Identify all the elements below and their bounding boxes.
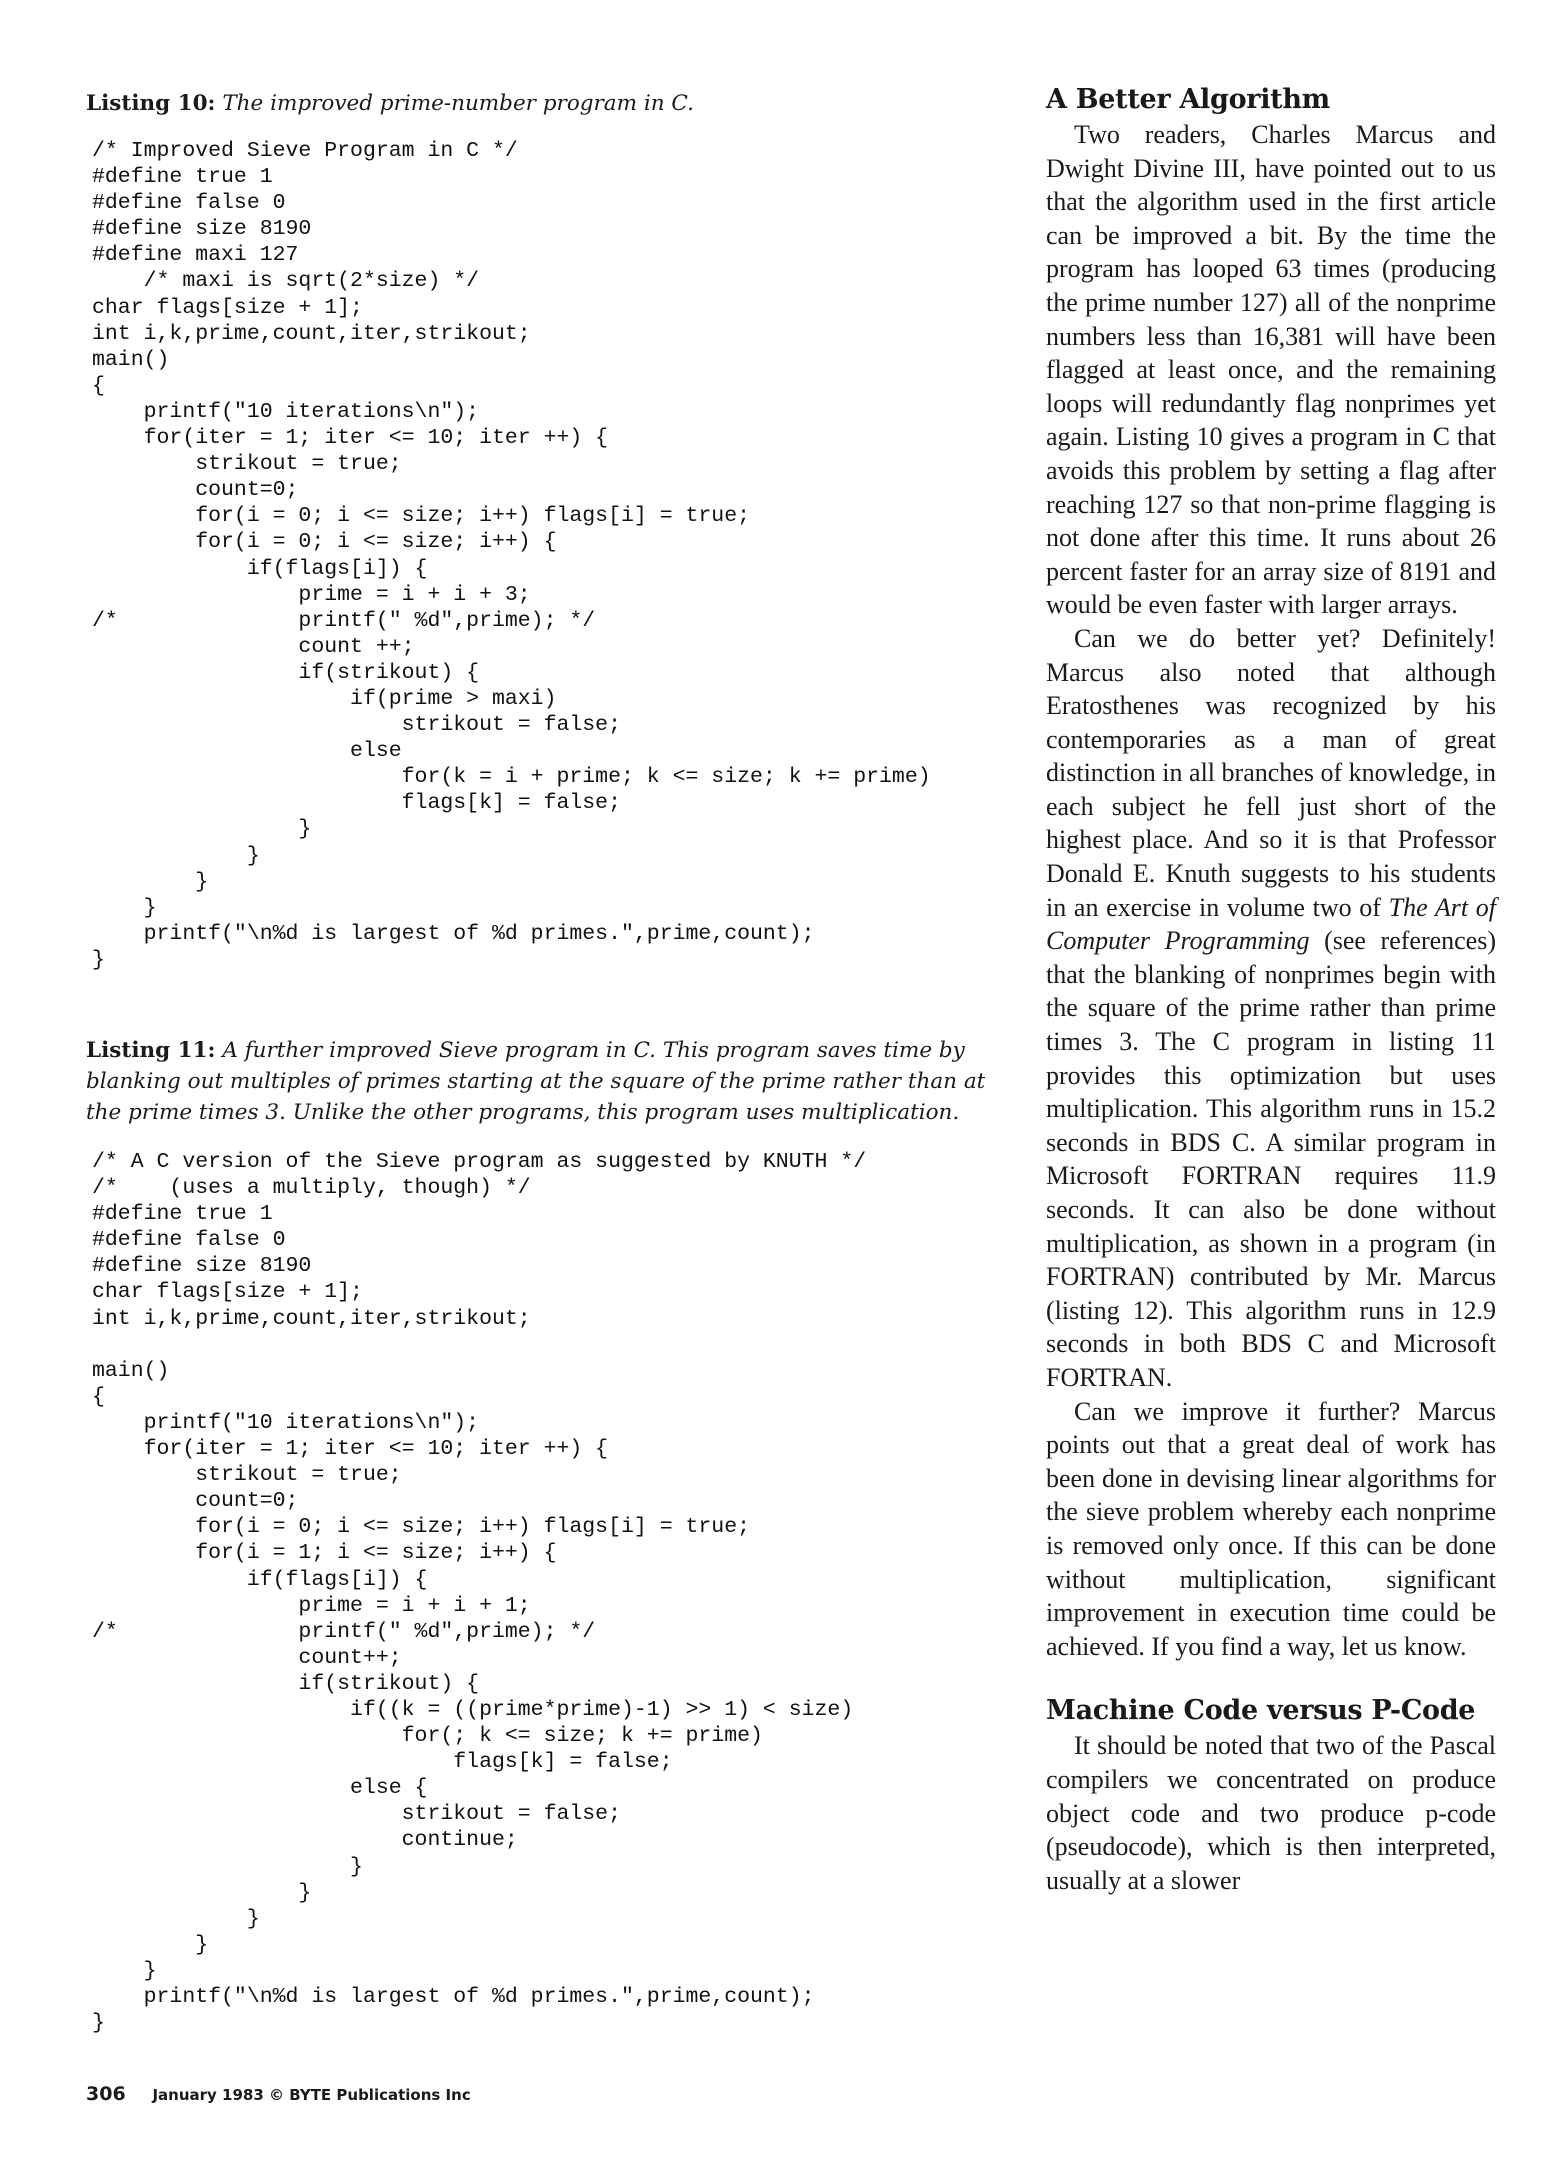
article-paragraph: It should be noted that two of the Pascal compilers we concentrated on produce object code and two produce p-code (pseudocode), which is then interpreted, usually at a slower bbox=[1046, 1731, 1496, 1895]
article-column bbox=[1046, 82, 1496, 1897]
code-line: printf("\n%d is largest of %d primes.",prime,count); bbox=[92, 921, 815, 946]
article-text: Can we do better yet? Definitely! Marcus also noted that although Eratosthenes was recognized by his contemporaries as a man of great distinction in all branches of knowledge, in each subject he fell just short of the highest place. And so it is that Professor Donald E. Knuth suggests to his students in an exercise in volume two of bbox=[1046, 623, 1496, 922]
book-title: The Art of Computer Programming bbox=[1046, 892, 1497, 956]
code-line: main() bbox=[92, 1358, 170, 1383]
code-line: } bbox=[92, 817, 312, 842]
code-line: int i,k,prime,count,iter,strikout; bbox=[92, 321, 531, 346]
code-line: char flags[size + 1]; bbox=[92, 1280, 363, 1305]
code-line: } bbox=[92, 1906, 260, 1931]
section-heading-better-algorithm: A Better Algorithm bbox=[1046, 84, 1330, 115]
code-line: /* (uses a multiply, though) */ bbox=[92, 1176, 531, 1201]
listing-11-code bbox=[92, 1149, 866, 2036]
section-heading-machine-code: Machine Code versus P-Code bbox=[1046, 1695, 1476, 1727]
code-line: strikout = true; bbox=[92, 1463, 402, 1488]
code-line: } bbox=[92, 1958, 157, 1983]
code-line: count=0; bbox=[92, 478, 299, 503]
code-line: count++; bbox=[92, 1645, 402, 1670]
code-line: } bbox=[92, 869, 209, 894]
code-line: } bbox=[92, 1880, 312, 1905]
code-line: /* A C version of the Sieve program as suggested by KNUTH */ bbox=[92, 1150, 867, 1174]
code-line: /* maxi is sqrt(2*size) */ bbox=[92, 269, 480, 294]
code-line: else { bbox=[92, 1776, 428, 1801]
listing-10-caption-text: The improved prime-number program in C. bbox=[222, 91, 694, 116]
code-line: for(i = 0; i <= size; i++) flags[i] = true; bbox=[92, 504, 751, 529]
code-line: if((k = ((prime*prime)-1) >> 1) < size) bbox=[92, 1697, 854, 1722]
code-line: for(k = i + prime; k <= size; k += prime) bbox=[92, 765, 931, 790]
code-line: /* Improved Sieve Program in C */ bbox=[92, 139, 518, 163]
code-line: #define false 0 bbox=[92, 191, 286, 216]
listing-10-code bbox=[92, 138, 931, 973]
code-line: for(iter = 1; iter <= 10; iter ++) { bbox=[92, 426, 609, 451]
article-paragraph: Can we improve it further? Marcus points out that a great deal of work has been done in devising linear algorithms for the sieve problem whereby each nonprime is removed only once. If this can be done without multiplication, significant improvement in execution time could be achieved. If you find a way, let us know. bbox=[1046, 1396, 1496, 1661]
code-line: count=0; bbox=[92, 1489, 299, 1514]
page-footer bbox=[86, 2083, 471, 2105]
code-line bbox=[92, 1332, 866, 1358]
code-line: for(i = 0; i <= size; i++) flags[i] = true; bbox=[92, 1515, 751, 1540]
code-line: } bbox=[92, 1854, 363, 1879]
publication-credit: January 1983 © BYTE Publications Inc bbox=[152, 2086, 471, 2104]
code-line: count ++; bbox=[92, 634, 415, 659]
code-line: #define true 1 bbox=[92, 1202, 273, 1227]
code-line: flags[k] = false; bbox=[92, 791, 621, 816]
code-line: prime = i + i + 3; bbox=[92, 582, 531, 607]
code-line: } bbox=[92, 947, 105, 972]
code-line: strikout = true; bbox=[92, 452, 402, 477]
listing-11-label: Listing 11: bbox=[86, 1038, 216, 1063]
code-line: if(flags[i]) { bbox=[92, 556, 428, 581]
code-line: else bbox=[92, 739, 402, 764]
code-line: if(strikout) { bbox=[92, 660, 480, 685]
code-line: } bbox=[92, 2011, 105, 2036]
code-line: printf("10 iterations\n"); bbox=[92, 1410, 480, 1435]
code-line: flags[k] = false; bbox=[92, 1750, 673, 1775]
listing-10-caption bbox=[86, 88, 694, 119]
article-paragraph bbox=[1046, 622, 1496, 1395]
code-line: #define true 1 bbox=[92, 165, 273, 190]
code-line: /* printf(" %d",prime); */ bbox=[92, 1619, 596, 1644]
code-line: #define size 8190 bbox=[92, 1254, 312, 1279]
code-line: { bbox=[92, 373, 105, 398]
page-number: 306 bbox=[86, 2083, 126, 2105]
code-line: strikout = false; bbox=[92, 1802, 621, 1827]
code-line: { bbox=[92, 1384, 105, 1409]
code-line: int i,k,prime,count,iter,strikout; bbox=[92, 1306, 531, 1331]
code-line: #define maxi 127 bbox=[92, 243, 299, 268]
code-line: for(iter = 1; iter <= 10; iter ++) { bbox=[92, 1437, 609, 1462]
code-line: continue; bbox=[92, 1828, 518, 1853]
code-line: for(i = 0; i <= size; i++) { bbox=[92, 530, 557, 555]
code-line: if(strikout) { bbox=[92, 1671, 480, 1696]
article-paragraph: Two readers, Charles Marcus and Dwight Divine III, have pointed out to us that the algorithm used in the first article can be improved a bit. By the time the program has looped 63 times (producing the prime number 127) all of the nonprime numbers less than 16,381 will have been flagged at least once, and the remaining loops will redundantly flag nonprimes yet again. Listing 10 gives a program in C that avoids this problem by setting a flag after reaching 127 so that non-prime flagging is not done after this time. It runs about 26 percent faster for an array size of 8191 and would be even faster with larger arrays. bbox=[1046, 120, 1496, 620]
listing-11-caption bbox=[86, 1035, 1016, 1128]
code-line: main() bbox=[92, 347, 170, 372]
code-line: for(i = 1; i <= size; i++) { bbox=[92, 1541, 557, 1566]
code-line: for(; k <= size; k += prime) bbox=[92, 1724, 763, 1749]
listing-11-caption-text: A further improved Sieve program in C. This program saves time by blanking out multiples of primes starting at the square of the prime rather than at the prime times 3. Unlike the other programs, this program uses multiplication. bbox=[86, 1038, 986, 1125]
code-line: printf("\n%d is largest of %d primes.",prime,count); bbox=[92, 1985, 815, 2009]
code-line: if(flags[i]) { bbox=[92, 1567, 428, 1592]
code-line: printf("10 iterations\n"); bbox=[92, 399, 480, 424]
code-line: } bbox=[92, 843, 260, 868]
article-text: (see references) that the blanking of nonprimes begin with the square of the prime rather than prime times 3. The C program in listing 11 provides this optimization but uses multiplication. This algorithm runs in 15.2 seconds in BDS C. A similar program in Microsoft FORTRAN requires 11.9 seconds. It can also be done without multiplication, as shown in a program (in FORTRAN) contributed by Mr. Marcus (listing 12). This algorithm runs in 12.9 seconds in both BDS C and Microsoft FORTRAN. bbox=[1046, 926, 1497, 1392]
code-line: strikout = false; bbox=[92, 713, 621, 738]
listing-10-label: Listing 10: bbox=[86, 91, 216, 116]
code-line: } bbox=[92, 1932, 209, 1957]
code-line: char flags[size + 1]; bbox=[92, 295, 363, 320]
code-line: /* printf(" %d",prime); */ bbox=[92, 608, 596, 633]
code-line: } bbox=[92, 895, 157, 920]
code-line: #define size 8190 bbox=[92, 217, 312, 242]
code-line: prime = i + i + 1; bbox=[92, 1593, 531, 1618]
code-line: if(prime > maxi) bbox=[92, 686, 557, 711]
code-line: #define false 0 bbox=[92, 1228, 286, 1253]
